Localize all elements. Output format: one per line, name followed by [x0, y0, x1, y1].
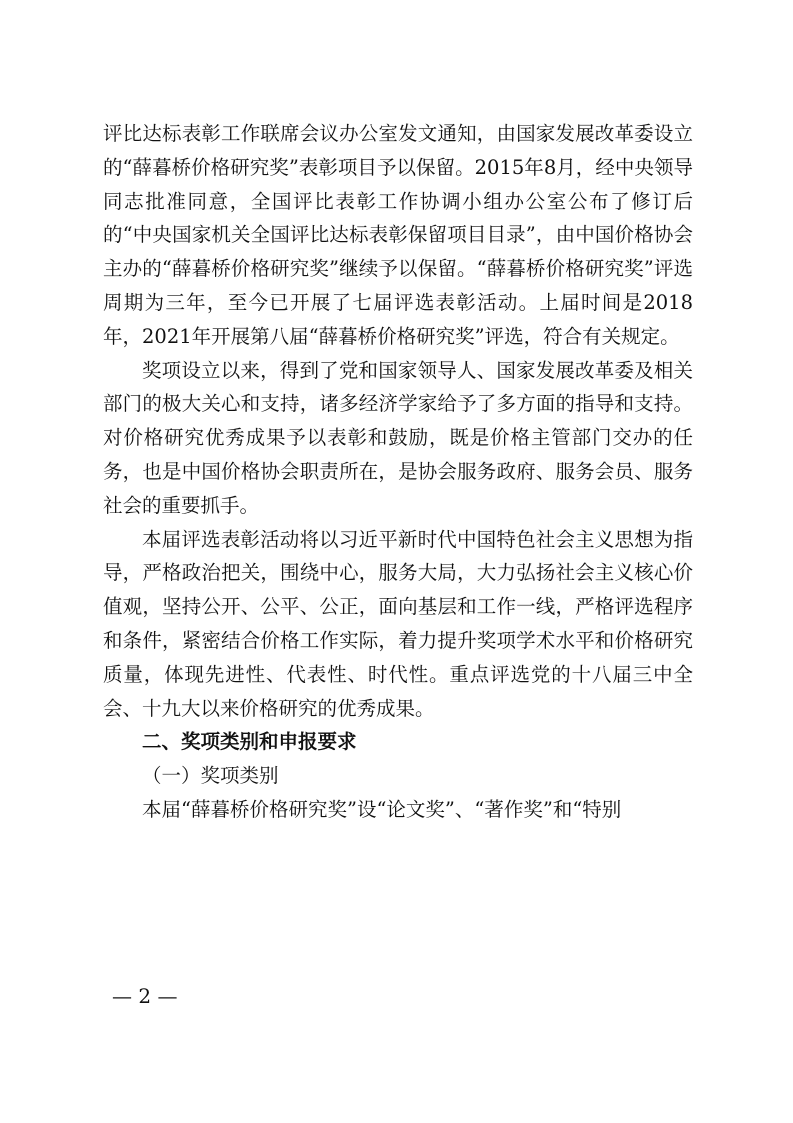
paragraph-award-categories: 本届“薛暮桥价格研究奖”设“论文奖”、“著作奖”和“特别	[142, 797, 622, 821]
subsection-heading: （一）奖项类别	[142, 764, 279, 788]
section-heading: 二、奖项类别和申报要求	[142, 730, 357, 754]
body-text	[103, 117, 693, 827]
paragraph-selection-guidance: 本届评选表彰活动将以习近平新时代中国特色社会主义思想为指导，严格政治把关，围绕中心，服务大局，大力弘扬社会主义核心价值观，坚持公开、公平、公正，面向基层和工作一线，严格评选程序和条件，紧密结合价格工作实际，着力提升奖项学术水平和价格研究质量，体现先进性、代表性、时代性。重点评选党的十八届三中全会、十九大以来价格研究的优秀成果。	[103, 527, 693, 720]
paragraph-continued: 评比达标表彰工作联席会议办公室发文通知，由国家发展改革委设立的“薛暮桥价格研究奖”表彰项目予以保留。2015年8月，经中央领导同志批准同意，全国评比表彰工作协调小组办公室公布了修订后的“中央国家机关全国评比达标表彰保留项目目录”，由中国价格协会主办的“薛暮桥价格研究奖”继续予以保留。“薛暮桥价格研究奖”评选周期为三年，至今已开展了七届评选表彰活动。上届时间是2018年，2021年开展第八届“薛暮桥价格研究奖”评选，符合有关规定。	[103, 122, 693, 348]
paragraph-award-support: 奖项设立以来，得到了党和国家领导人、国家发展改革委及相关部门的极大关心和支持，诸多经济学家给予了多方面的指导和支持。对价格研究优秀成果予以表彰和鼓励，既是价格主管部门交办的任务，也是中国价格协会职责所在，是协会服务政府、服务会员、服务社会的重要抓手。	[103, 358, 693, 517]
page-number: — 2 —	[112, 984, 178, 1008]
